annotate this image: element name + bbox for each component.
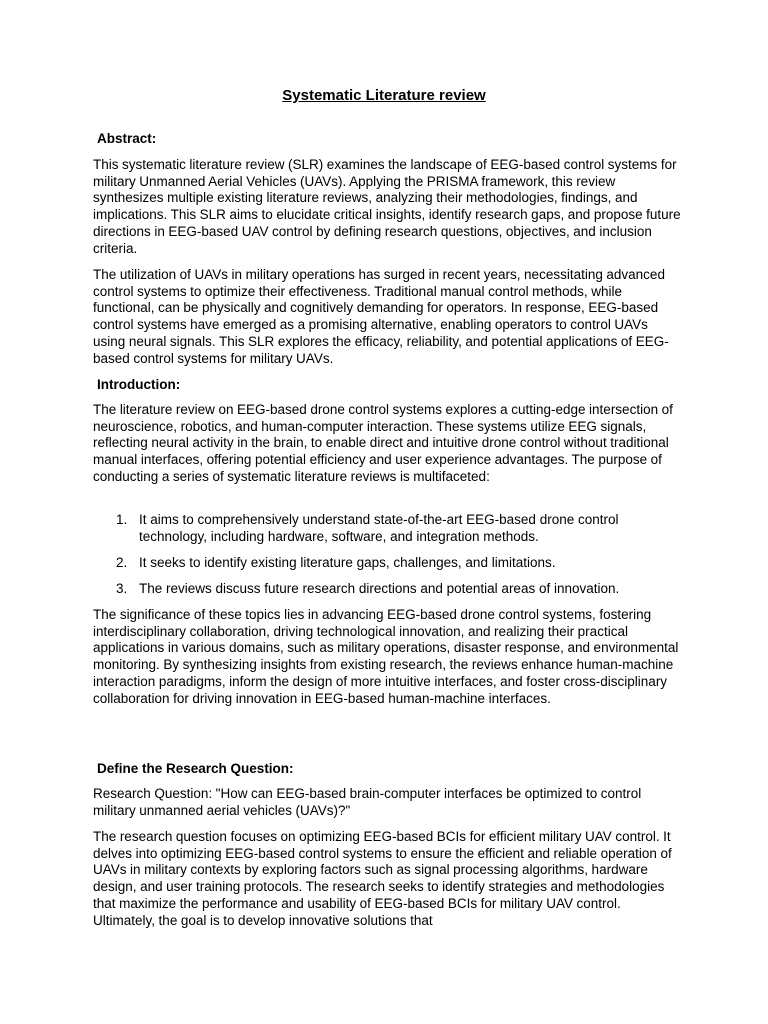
document-title: Systematic Literature review — [282, 87, 486, 104]
introduction-paragraph-1: The literature review on EEG-based drone control systems explores a cutting-edge intersection of neuroscience, robotics, and human-computer interaction. These systems utilize EEG signals, reflecting neural activity in the brain, to enable direct and intuitive drone control without traditional manual interfaces, offering potential efficiency and user experience advantages. The purpose of conducting a series of systematic literature reviews is multifaceted: — [93, 402, 673, 484]
research-question-paragraph-2: The research question focuses on optimizing EEG-based BCIs for efficient military UAV control. It delves into optimizing EEG-based control systems to ensure the efficient and reliable operation of UAVs in military contexts by exploring factors such as signal processing algorithms, hardware design, and user training protocols. The research seeks to identify strategies and methodologies that maximize the performance and usability of EEG-based BCIs for military UAV control. Ultimately, the goal is to develop innovative solutions that — [93, 829, 672, 928]
introduction-heading: Introduction: — [97, 377, 181, 392]
abstract-heading: Abstract: — [97, 131, 157, 146]
list-item-number: 3. — [116, 581, 128, 596]
list-item-number: 2. — [116, 555, 128, 570]
introduction-paragraph-2: The significance of these topics lies in advancing EEG-based drone control systems, fostering interdisciplinary collaboration, driving technological innovation, and realizing their practical applications in various domains, such as military operations, disaster response, and environmental monitoring. By synthesizing insights from existing research, the reviews enhance human-machine interaction paradigms, inform the design of more intuitive interfaces, and foster cross-disciplinary collaboration for driving innovation in EEG-based human-machine interfaces. — [93, 607, 679, 706]
research-question-paragraph-1: Research Question: "How can EEG-based brain-computer interfaces be optimized to control military unmanned aerial vehicles (UAVs)?" — [93, 786, 642, 818]
abstract-paragraph-1: This systematic literature review (SLR) examines the landscape of EEG-based control systems for military Unmanned Aerial Vehicles (UAVs). Applying the PRISMA framework, this review synthesizes multiple existing literature reviews, analyzing their methodologies, findings, and implications. This SLR aims to elucidate critical insights, identify research gaps, and propose future directions in EEG-based UAV control by defining research questions, objectives, and inclusion criteria. — [93, 157, 681, 256]
list-item-number: 1. — [116, 512, 128, 527]
list-item-text: It aims to comprehensively understand state-of-the-art EEG-based drone control technology, including hardware, software, and integration methods. — [139, 512, 619, 544]
research-question-heading: Define the Research Question: — [97, 761, 294, 776]
abstract-paragraph-2: The utilization of UAVs in military operations has surged in recent years, necessitating advanced control systems to optimize their effectiveness. Traditional manual control methods, while functional, can be physically and cognitively demanding for operators. In response, EEG-based control systems have emerged as a promising alternative, enabling operators to control UAVs using neural signals. This SLR explores the efficacy, reliability, and potential applications of EEG-based control systems for military UAVs. — [93, 267, 669, 366]
list-item-text: It seeks to identify existing literature gaps, challenges, and limitations. — [139, 555, 556, 570]
list-item-text: The reviews discuss future research directions and potential areas of innovation. — [139, 581, 620, 596]
